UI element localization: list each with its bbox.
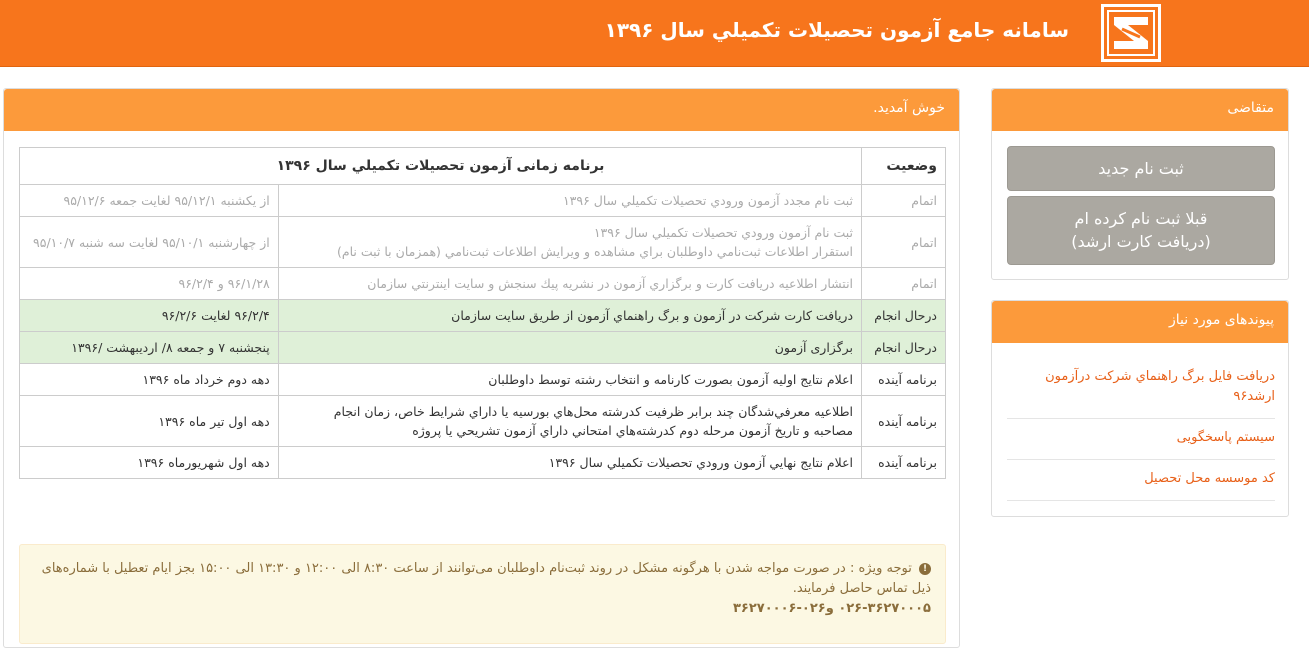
useful-links-panel (991, 300, 1289, 517)
row-status: برنامه آینده (862, 447, 946, 479)
schedule-title-header: برنامه زمانی آزمون تحصیلات تکمیلي سال ۱۳۹۶ (20, 148, 862, 185)
row-description-line: دريافت كارت شركت در آزمون و برگ راهنماي آزمون از طريق سايت سازمان (451, 308, 854, 323)
table-row (20, 300, 946, 332)
new-registration-button[interactable]: ثبت نام جدید (1007, 146, 1275, 191)
row-description-line: برگزاری آزمون (774, 340, 854, 355)
main-panel (3, 88, 960, 648)
row-date: دهه اول تیر ماه ۱۳۹۶ (20, 396, 279, 447)
table-header-row (20, 148, 946, 185)
applicant-panel (991, 88, 1289, 280)
table-row (20, 364, 946, 396)
row-status: برنامه آینده (862, 396, 946, 447)
row-date: از یکشنبه ۹۵/۱۲/۱ لغایت جمعه ۹۵/۱۲/۶ (20, 185, 279, 217)
welcome-heading: خوش آمدید. (4, 89, 959, 131)
useful-links-heading: پیوندهای مورد نیاز (992, 301, 1288, 343)
row-date: ۹۶/۲/۴ لغایت ۹۶/۲/۶ (20, 300, 279, 332)
table-row (20, 217, 946, 268)
schedule-table (19, 147, 946, 479)
row-description-line: اعلام نتايج نهايي آزمون ورودي تحصيلات تكميلي سال ۱۳۹۶ (548, 455, 854, 470)
status-column-header: وضعیت (862, 148, 946, 185)
row-description (278, 332, 861, 364)
row-description (278, 447, 861, 479)
row-description (278, 300, 861, 332)
row-status: اتمام (862, 217, 946, 268)
notice-text: توجه ویژه : در صورت مواجه شدن با هرگونه مشکل در روند ثبت‌نام داوطلبان می‌توانند از ساعت ۸:۳۰ الی ۱۲:۰۰ و ۱۳:۳۰ الی ۱۵:۰۰ بجز ایام تعطیل با شماره‌های ذیل تماس حاصل فرمایند. (41, 561, 931, 596)
table-row (20, 396, 946, 447)
row-status: اتمام (862, 268, 946, 300)
table-row (20, 185, 946, 217)
applicant-heading: متقاضی (992, 89, 1288, 131)
row-date: پنجشنبه ۷ و جمعه ۸/ اردیبهشت /۱۳۹۶ (20, 332, 279, 364)
row-description-line: ثبت نام آزمون ورودي تحصيلات تكميلي سال ۱۳۹۶ (593, 225, 854, 240)
link-support-system[interactable]: سیستم پاسخگویی (1007, 428, 1275, 460)
row-description-line: اعلام نتايج اوليه آزمون بصورت كارنامه و انتخاب رشته توسط داوطلبان (488, 372, 854, 387)
table-row (20, 447, 946, 479)
existing-registration-label: قبلا ثبت نام کرده ام (1074, 209, 1208, 228)
site-title: سامانه جامع آزمون تحصيلات تكميلي سال ۱۳۹۶ (604, 18, 1069, 42)
row-date: دهه دوم خرداد ماه ۱۳۹۶ (20, 364, 279, 396)
table-row (20, 332, 946, 364)
row-description-line: اطلاعيه معرفي‌شدگان چند برابر ظرفيت كدرشته محل‌هاي بورسيه يا داراي شرايط خاص، زمان انجام (333, 404, 854, 419)
notice-phone-numbers: ۰۲۶-۳۶۲۷۰۰۰۵ و۰۲۶-۳۶۲۷۰۰۰۶ (733, 601, 931, 616)
row-date: دهه اول شهریورماه ۱۳۹۶ (20, 447, 279, 479)
existing-registration-sublabel: (دریافت کارت ارشد) (1071, 232, 1211, 251)
row-description (278, 268, 861, 300)
existing-registration-button[interactable] (1007, 196, 1275, 265)
row-description-line: مصاحبه و تاريخ آزمون مرحله دوم كدرشته‌هاي امتحاني داراي آزمون تشريحي يا پروژه (412, 423, 854, 438)
row-description-line: ثبت نام مجدد آزمون ورودي تحصيلات تكميلي سال ۱۳۹۶ (562, 193, 854, 208)
row-description-line: انتشار اطلاعيه دريافت كارت و برگزاري آزمون در نشريه پيك سنجش و سايت اينترنتي سازمان (367, 276, 854, 291)
top-header-bar (0, 0, 1309, 67)
row-description (278, 396, 861, 447)
row-status: درحال انجام (862, 300, 946, 332)
row-description (278, 217, 861, 268)
link-institution-code[interactable]: کد موسسه محل تحصیل (1007, 469, 1275, 501)
row-status: اتمام (862, 185, 946, 217)
info-icon: ! (919, 563, 931, 575)
row-description-line: استقرار اطلاعات ثبت‌نامي داوطلبان براي مشاهده و ويرايش اطلاعات ثبت‌نامي (همزمان با ثبت نام) (337, 244, 854, 259)
row-status: درحال انجام (862, 332, 946, 364)
table-row (20, 268, 946, 300)
row-description (278, 185, 861, 217)
support-notice (19, 544, 946, 644)
row-date: از چهارشنبه ۹۵/۱۰/۱ لغایت سه شنبه ۹۵/۱۰/۷ (20, 217, 279, 268)
link-exam-guide-download[interactable]: دريافت فايل برگ راهنماي شركت درآزمون ارشد۹۶ (1007, 367, 1275, 419)
row-status: برنامه آینده (862, 364, 946, 396)
row-date: ۹۶/۱/۲۸ و ۹۶/۲/۴ (20, 268, 279, 300)
row-description (278, 364, 861, 396)
logo-icon (1101, 4, 1161, 62)
